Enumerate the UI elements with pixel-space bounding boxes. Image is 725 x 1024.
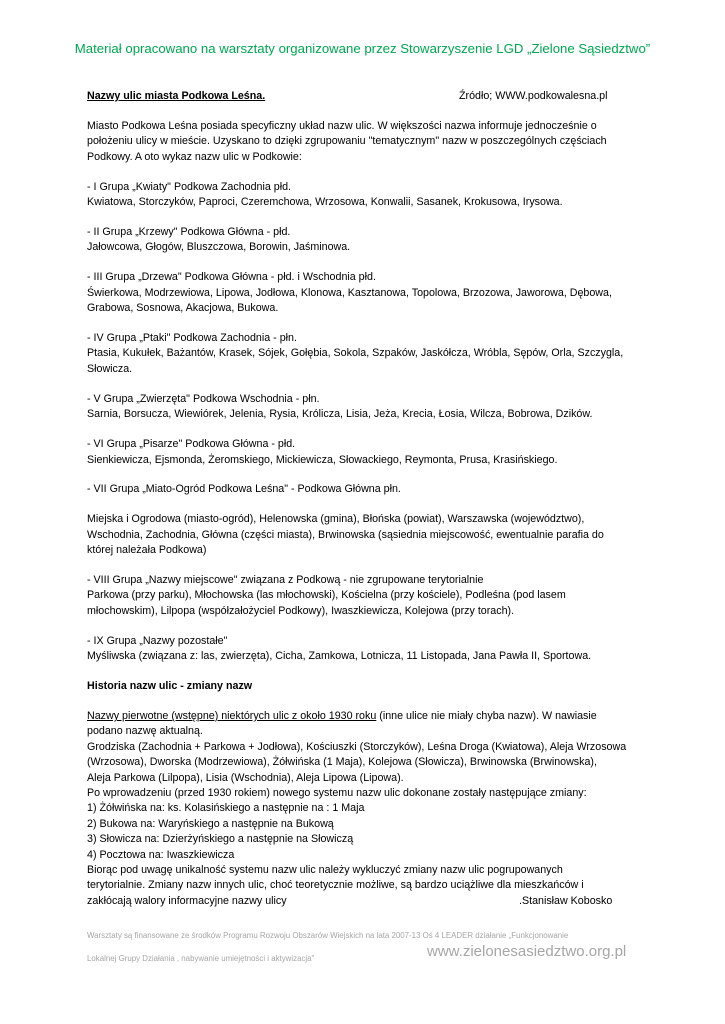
- group-heading: - V Grupa „Zwierzęta" Podkowa Wschodnia - płn.: [87, 392, 320, 405]
- group-8: [87, 573, 647, 619]
- history-line: 3) Słowicza na: Dzierżyńskiego a następnie na Słowiczą: [87, 833, 354, 846]
- group-3: [87, 270, 647, 316]
- group-streets: Myśliwska (związana z: las, zwierzęta), Cicha, Zamkowa, Lotnicza, 11 Listopada, Jana Pawła II, Sportowa.: [87, 650, 592, 663]
- footer-funding-line: Warsztaty są finansowane ze środków Programu Rozwoju Obszarów Wiejskich na lata 2007-13 Oś 4 LEADER działanie „Funkcjonowanie: [87, 931, 569, 940]
- group-7: [87, 482, 647, 497]
- history-first-rest: (inne ulice nie miały chyba nazw). W nawiasie: [376, 709, 597, 722]
- history-line: podano nazwę aktualną.: [87, 725, 203, 738]
- signature: .Stanisław Kobosko: [519, 894, 613, 907]
- group-9: [87, 634, 647, 665]
- group-streets: młochowskim), Lilpopa (współzałożyciel Podkowy), Iwaszkiewicza, Kolejowa (przy torach).: [87, 604, 515, 617]
- intro-line: położeniu ulicy w mieście. Uzyskano to dzięki zgrupowaniu "tematycznym" nazw w poszczególnych częściach: [87, 135, 607, 148]
- intro-line: Podkowy. A oto wykaz nazw ulic w Podkowie:: [87, 150, 302, 163]
- group-heading: - II Grupa „Krzewy" Podkowa Główna - płd.: [87, 226, 291, 239]
- history-first-line: [87, 709, 647, 724]
- intro-line: Miasto Podkowa Leśna posiada specyficzny układ nazw ulic. W większości nazwa informuje jednocześnie o: [87, 120, 597, 132]
- document-title: Nazwy ulic miasta Podkowa Leśna.: [87, 90, 266, 102]
- group-streets: Sarnia, Borsucza, Wiewiórek, Jelenia, Rysia, Królicza, Lisia, Jeża, Krecia, Łosia, Wilcza, Bobrowa, Dzików.: [87, 408, 593, 421]
- title-row: [87, 89, 647, 104]
- source-note: Źródło; WWW.podkowalesna.pl: [459, 90, 608, 102]
- history-line: 1) Żółwińska na: ks. Kolasińskiego a następnie na : 1 Maja: [87, 802, 365, 815]
- group-heading: - IV Grupa „Ptaki" Podkowa Zachodnia - płn.: [87, 332, 297, 345]
- group-streets: Grabowa, Sosnowa, Akacjowa, Bukowa.: [87, 302, 279, 315]
- history-line: 2) Bukowa na: Waryńskiego a następnie na Bukową: [87, 817, 334, 830]
- history-line: Biorąc pod uwagę unikalność systemu nazw ulic należy wykluczyć zmiany nazw ulic pogrupowanych: [87, 864, 563, 877]
- history-line: 4) Pocztowa na: Iwaszkiewicza: [87, 848, 235, 861]
- group-streets: Parkowa (przy parku), Młochowska (las młochowski), Kościelna (przy kościele), Podleśna (pod lasem: [87, 589, 566, 602]
- history-last-line: [87, 894, 647, 909]
- group-heading: - IX Grupa „Nazwy pozostałe": [87, 634, 228, 647]
- group-streets: Świerkowa, Modrzewiowa, Lipowa, Jodłowa, Klonowa, Kasztanowa, Topolowa, Brzozowa, Jaworowa, Dębowa,: [87, 286, 612, 299]
- group-heading: - VI Grupa „Pisarze" Podkowa Główna - płd.: [87, 438, 296, 451]
- history-line: Po wprowadzeniu (przed 1930 rokiem) nowego systemu nazw ulic dokonane zostały następujące zmiany:: [87, 787, 587, 799]
- history-line: terytorialnie. Zmiany nazw innych ulic, choć teoretycznie możliwe, są bardzo uciążliwe dla mieszkańców i: [87, 879, 584, 892]
- group-streets: Kwiatowa, Storczyków, Paproci, Czeremchowa, Wrzosowa, Konwalii, Sasanek, Krokusowa, Irysowa.: [87, 196, 563, 209]
- detail-line: Wschodnia, Zachodnia, Główna (części miasta), Brwinowska (sąsiednia miejscowość, ewentualnie parafia do: [87, 528, 604, 541]
- group-heading: - I Grupa „Kwiaty" Podkowa Zachodnia płd.: [87, 180, 291, 193]
- history-section: [87, 709, 647, 909]
- page-header: Materiał opracowano na warsztaty organizowane przez Stowarzyszenie LGD „Zielone Sąsiedztwo”: [74, 41, 651, 56]
- history-line: Grodziska (Zachodnia + Parkowa + Jodłowa), Kościuszki (Storczyków), Leśna Droga (Kwiatowa), Aleja Wrzosowa: [87, 740, 627, 753]
- group-streets: Jałowcowa, Głogów, Bluszczowa, Borowin, Jaśminowa.: [87, 241, 351, 254]
- group-4: [87, 331, 647, 377]
- detail-line: której należała Podkowa): [87, 544, 207, 557]
- history-underlined: Nazwy pierwotne (wstępne) niektórych ulic z około 1930 roku: [87, 709, 377, 722]
- history-line: Aleja Parkowa (Lilpopa), Lisia (Wschodnia), Aleja Lipowa (Lipowa).: [87, 771, 404, 784]
- group-streets: Słowicza.: [87, 362, 133, 375]
- group-streets: Sienkiewicza, Ejsmonda, Żeromskiego, Mickiewicza, Słowackiego, Reymonta, Prusa, Krasińskiego.: [87, 453, 558, 466]
- history-heading: Historia nazw ulic - zmiany nazw: [87, 680, 253, 693]
- history-last-text: zakłócają walory informacyjne nazwy ulicy: [87, 894, 287, 907]
- group-7-detail: [87, 512, 647, 558]
- group-heading: - VII Grupa „Miato-Ogród Podkowa Leśna" - Podkowa Główna płn.: [87, 483, 401, 496]
- footer-website: www.zielonesasiedztwo.org.pl: [427, 943, 627, 960]
- group-6: [87, 437, 647, 468]
- intro-paragraph: [87, 119, 647, 165]
- group-5: [87, 392, 647, 423]
- footer-funding-line-2: Lokalnej Grupy Działania , nabywanie umiejętności i aktywizacja": [87, 954, 315, 963]
- group-2: [87, 225, 647, 256]
- group-1: [87, 180, 647, 211]
- detail-line: Miejska i Ogrodowa (miasto-ogród), Helenowska (gmina), Błońska (powiat), Warszawska (województwo),: [87, 513, 585, 526]
- group-heading: - III Grupa „Drzewa" Podkowa Główna - płd. i Wschodnia płd.: [87, 271, 376, 284]
- document-body: [87, 89, 647, 909]
- group-heading: - VIII Grupa „Nazwy miejscowe" związana z Podkową - nie zgrupowane terytorialnie: [87, 574, 484, 587]
- group-streets: Ptasia, Kukułek, Bażantów, Krasek, Sójek, Gołębia, Sokola, Szpaków, Jaskółcza, Wróbla, Sępów, Orla, Szczygla,: [87, 347, 624, 360]
- history-line: (Wrzosowa), Dworska (Modrzewiowa), Żółwińska (1 Maja), Kolejowa (Słowicza), Brwinowska (Brwinowska),: [87, 756, 597, 769]
